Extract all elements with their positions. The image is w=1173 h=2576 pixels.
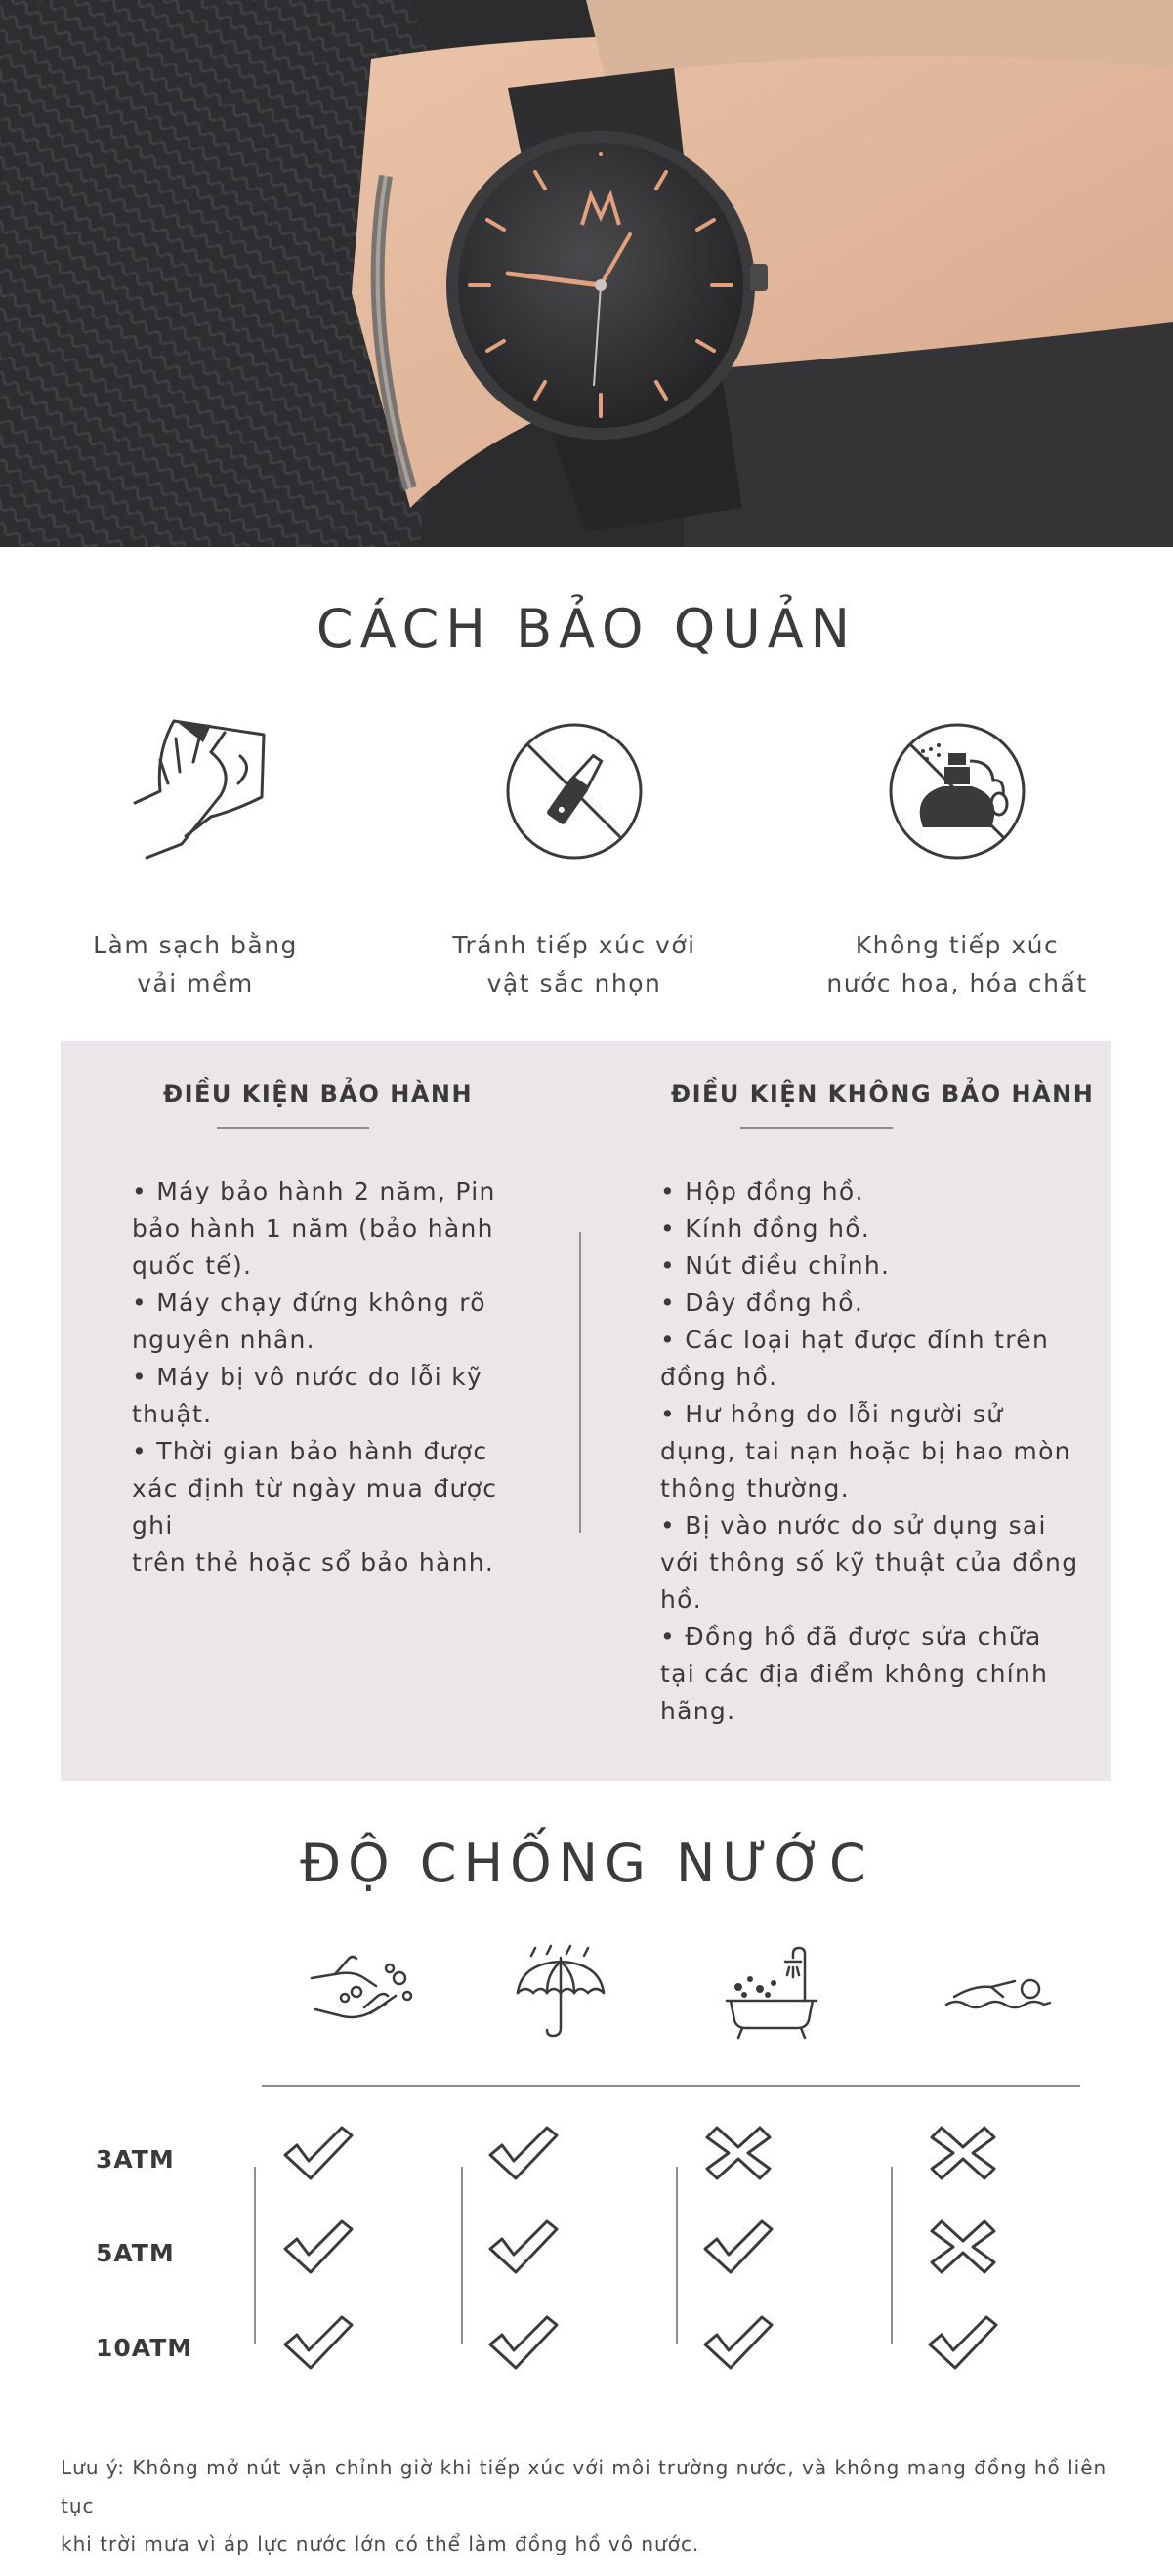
no-sharp-object-icon (501, 718, 648, 865)
umbrella-rain-icon (512, 1944, 609, 2042)
water-icons-row (0, 1944, 1173, 2042)
warranty-covered-list (132, 1173, 542, 1582)
warranty-line: • Nút điều chỉnh. (660, 1251, 891, 1280)
check-icon (699, 2311, 777, 2374)
cross-icon (924, 2216, 1002, 2278)
warranty-line: đồng hồ. (660, 1363, 778, 1391)
bathtub-shower-icon (723, 1944, 820, 2042)
care-item-avoid-sharp (398, 713, 750, 1002)
water-column-divider (461, 2167, 463, 2344)
care-caption-line2: vật sắc nhọn (486, 969, 662, 997)
warranty-line: quốc tế). (132, 1251, 253, 1280)
warranty-line: • Hư hỏng do lỗi người sử (660, 1400, 1004, 1428)
atm-label-3: 3ATM (96, 2145, 175, 2174)
check-icon (484, 2311, 563, 2374)
cloth-wipe-icon (117, 713, 273, 869)
warranty-line: • Hộp đồng hồ. (660, 1177, 864, 1205)
no-perfume-icon (884, 718, 1030, 865)
hero-watch-photo (0, 0, 1173, 547)
warranty-line: hồ. (660, 1585, 702, 1614)
check-icon (699, 2216, 777, 2278)
warranty-line: • Máy chạy đứng không rõ (132, 1288, 486, 1317)
atm-label-5: 5ATM (96, 2239, 175, 2267)
warranty-line: • Máy bảo hành 2 năm, Pin (132, 1177, 496, 1205)
water-table-rule (262, 2085, 1080, 2087)
warranty-line: hãng. (660, 1697, 736, 1725)
check-icon (279, 2122, 357, 2184)
check-icon (924, 2311, 1002, 2374)
water-column-divider (676, 2167, 678, 2344)
warranty-line: bảo hành 1 năm (bảo hành (132, 1214, 494, 1243)
note-line1: Lưu ý: Không mở nút vặn chỉnh giờ khi tiếp xúc với môi trường nước, và không mang đồng hồ liên tục (61, 2456, 1108, 2517)
atm-label-10: 10ATM (96, 2334, 193, 2362)
cross-icon (924, 2122, 1002, 2184)
warranty-excluded-list (660, 1173, 1090, 1730)
care-caption-line1: Làm sạch bằng (93, 931, 298, 959)
care-caption-line2: vải mềm (137, 969, 254, 997)
warranty-line: • Thời gian bảo hành được (132, 1437, 488, 1465)
check-icon (279, 2216, 357, 2278)
warranty-line: • Bị vào nước do sử dụng sai (660, 1511, 1047, 1540)
hand-washing-icon (306, 1949, 413, 2037)
warranty-line: dụng, tai nạn hoặc bị hao mòn (660, 1437, 1071, 1465)
warranty-line: thuật. (132, 1400, 213, 1428)
care-title: CÁCH BẢO QUẢN (315, 598, 858, 659)
warranty-panel (61, 1041, 1111, 1781)
warranty-line: thông thường. (660, 1474, 850, 1502)
care-caption-line2: nước hoa, hóa chất (826, 969, 1088, 997)
warranty-covered-underline (217, 1127, 369, 1129)
care-caption-line1: Tránh tiếp xúc với (452, 931, 696, 959)
warranty-line: • Dây đồng hồ. (660, 1288, 864, 1317)
note-line2: khi trời mưa vì áp lực nước lớn có thể làm đồng hồ vô nước. (61, 2532, 700, 2555)
care-caption-line1: Không tiếp xúc (855, 931, 1060, 959)
warranty-line: • Các loại hạt được đính trên (660, 1326, 1050, 1354)
warranty-line: nguyên nhân. (132, 1326, 315, 1354)
swimming-icon (944, 1964, 1052, 2022)
care-icons-row (0, 713, 1173, 997)
warranty-line: tại các địa điểm không chính (660, 1660, 1049, 1688)
water-note (61, 2449, 1125, 2563)
warranty-line: • Kính đồng hồ. (660, 1214, 871, 1243)
warranty-covered-title: ĐIỀU KIỆN BẢO HÀNH (163, 1080, 474, 1108)
warranty-line: xác định từ ngày mua được ghi (132, 1474, 498, 1540)
water-title: ĐỘ CHỐNG NƯỚC (300, 1833, 873, 1894)
warranty-line: • Đồng hồ đã được sửa chữa (660, 1623, 1042, 1651)
check-icon (279, 2311, 357, 2374)
warranty-excluded-title: ĐIỀU KIỆN KHÔNG BẢO HÀNH (671, 1080, 1095, 1108)
check-icon (484, 2216, 563, 2278)
cross-icon (699, 2122, 777, 2184)
warranty-line: trên thẻ hoặc sổ bảo hành. (132, 1548, 495, 1577)
care-item-no-perfume (781, 713, 1133, 1002)
warranty-column-divider (579, 1232, 581, 1533)
warranty-line: với thông số kỹ thuật của đồng (660, 1548, 1079, 1577)
warranty-line: • Máy bị vô nước do lỗi kỹ (132, 1363, 483, 1391)
care-item-soft-cloth (20, 713, 371, 1002)
warranty-excluded-underline (740, 1127, 893, 1129)
check-icon (484, 2122, 563, 2184)
water-column-divider (891, 2167, 893, 2344)
water-column-divider (254, 2167, 256, 2344)
